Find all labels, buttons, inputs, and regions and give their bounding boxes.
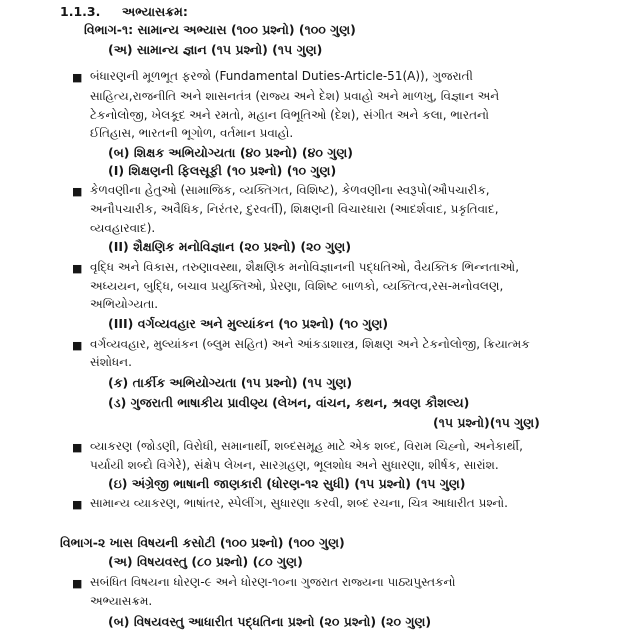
part1-c-heading: (ક) તાર્કીક અભિયોગ્યતા (૧૫ પ્રશ્નો) (૧૫ ગુણ): [108, 375, 353, 390]
part1-b-ii-line-2: અધ્યયન, બુદ્ધિ, બચાવ પ્રયુક્તિઓ, પ્રેરણા, વિશિષ્ટ બાળકો, વ્યક્તિત્વ,રસ-મનોવલણ,: [90, 279, 504, 293]
part1-b-i-heading: (I) શિક્ષણની ફિલસૂફી (૧૦ પ્રશ્નો) (૧૦ ગુણ): [108, 163, 337, 178]
part2-a-heading: (અ) વિષયવસ્તુ (૮૦ પ્રશ્નો) (૮૦ ગુણ): [108, 554, 303, 569]
part1-title: વિભાગ-૧: સામાન્ય અભ્યાસ (૧૦૦ પ્રશ્નો) (૧૦૦ ગુણ): [84, 22, 356, 37]
part2-a-line-1: સબંધિત વિષયના ધોરણ-૯ અને ધોરણ-૧૦ના ગુજરાત રાજ્યના પાઠ્યપુસ્તકનો: [90, 575, 456, 589]
part1-b-i-line-1: કેળવણીના હેતુઓ (સામાજિક, વ્યક્તિગત, વિશિષ્ટ), કેળવણીના સ્વરૂપો(ઔપચારીક,: [90, 183, 490, 197]
bullet-icon: ■: [72, 441, 83, 454]
part1-e-line-1: સામાન્ય વ્યાકરણ, ભાષાંતર, સ્પેલીંગ, સુધારણા કરવી, શબ્દ રચના, ચિત્ર આધારીત પ્રશ્નો.: [90, 496, 508, 510]
part1-b-ii-line-3: અભિયોગ્યતા.: [90, 297, 159, 311]
part1-b-iii-line-1: વર્ગવ્યવહાર, મુલ્યાંકન (બ્લુમ સહિત) અને આંકડાશાસ્ત્ર, શિક્ષણ અને ટેકનોલોજી, ક્રિયાત્મક: [90, 337, 530, 351]
bullet-icon: ■: [72, 185, 83, 198]
part1-b-iii-line-2: સંશોધન.: [90, 355, 132, 369]
part1-b-ii-heading: (II) શૈક્ષણિક મનોવિજ્ઞાન (૨૦ પ્રશ્નો) (૨૦ ગુણ): [108, 239, 352, 254]
part1-b-ii-line-1: વૃદ્ધિ અને વિકાસ, તરુણાવસ્થા, શૈક્ષણિક મનોવિજ્ઞાનની પદ્ધતિઓ, વૈયક્તિક ભિન્નતાઓ,: [90, 260, 520, 274]
bullet-icon: ■: [72, 577, 83, 590]
bullet-icon: ■: [72, 498, 83, 511]
part1-a-line-1: બંધારણની મૂળભૂત ફરજો (Fundamental Duties-Article-51(A)), ગુજરાતી: [90, 69, 473, 83]
part1-e-heading: (ઇ) અંગ્રેજી ભાષાની જાણકારી (ધોરણ-૧૨ સુધી) (૧૫ પ્રશ્નો) (૧૫ ગુણ): [108, 476, 466, 491]
part1-a-line-3: ટેકનોલોજી, ખેલકૂદ અને રમતો, મહાન વિભૂતિઓ (દેશ), સંગીત અને કલા, ભારતનો: [90, 108, 489, 122]
part1-d-marks: (૧૫ પ્રશ્નો)(૧૫ ગુણ): [433, 415, 540, 430]
part1-d-line-1: વ્યાકરણ (જોડણી, વિરોધી, સમાનાર્થી, શબ્દસમૂહ માટે એક શબ્દ, વિરામ ચિહ્નો, અનેકાર્થી,: [90, 439, 523, 453]
part1-d-line-2: પર્યાયી શબ્દો વિગેરે), સંક્ષેપ લેખન, સારગ્રહણ, ભૂલશોધ અને સુધારણા, શીર્ષક, સારાંશ.: [90, 458, 499, 472]
part1-a-line-2: સાહિત્ય,રાજનીતિ અને શાસનતંત્ર (રાજ્ય અને દેશ) પ્રવાહો અને માળખુ, વિજ્ઞાન અને: [90, 89, 500, 103]
part1-b-i-line-2: અનૌપચારીક, અવૈધિક, નિરંતર, દુરવર્તી), શિક્ષણની વિચારધારા (આદર્શવાદ, પ્રકૃતિવાદ,: [90, 202, 499, 216]
section-title: અભ્યાસક્રમ:: [122, 4, 188, 19]
bullet-icon: ■: [72, 71, 83, 84]
part1-a-heading: (અ) સામાન્ય જ્ઞાન (૧૫ પ્રશ્નો) (૧૫ ગુણ): [108, 42, 323, 57]
part1-b-heading: (બ) શિક્ષક અભિયોગ્યતા (૪૦ પ્રશ્નો) (૪૦ ગુણ): [108, 145, 353, 160]
part1-b-iii-heading: (III) વર્ગવ્યવહાર અને મુલ્યાંકન (૧૦ પ્રશ્નો) (૧૦ ગુણ): [108, 316, 389, 331]
part1-d-heading: (ડ) ગુજરાતી ભાષાકીય પ્રાવીણ્ય (લેખન, વાંચન, કથન, શ્રવણ કૌશલ્ય): [108, 395, 470, 410]
part2-title: વિભાગ-૨ ખાસ વિષયની કસોટી (૧૦૦ પ્રશ્નો) (૧૦૦ ગુણ): [60, 535, 345, 550]
bullet-icon: ■: [72, 339, 83, 352]
section-number: 1.1.3.: [60, 4, 101, 19]
bullet-icon: ■: [72, 262, 83, 275]
part2-b-heading: (બ) વિષયવસ્તુ આધારીત પદ્ધતિના પ્રશ્નો (૨૦ પ્રશ્નો) (૨૦ ગુણ): [108, 614, 432, 629]
part2-a-line-2: અભ્યાસક્રમ.: [90, 594, 153, 608]
part1-b-i-line-3: વ્યવહારવાદ).: [90, 221, 156, 235]
part1-a-line-4: ઈતિહાસ, ભારતની ભૂગોળ, વર્તમાન પ્રવાહો.: [90, 126, 294, 140]
